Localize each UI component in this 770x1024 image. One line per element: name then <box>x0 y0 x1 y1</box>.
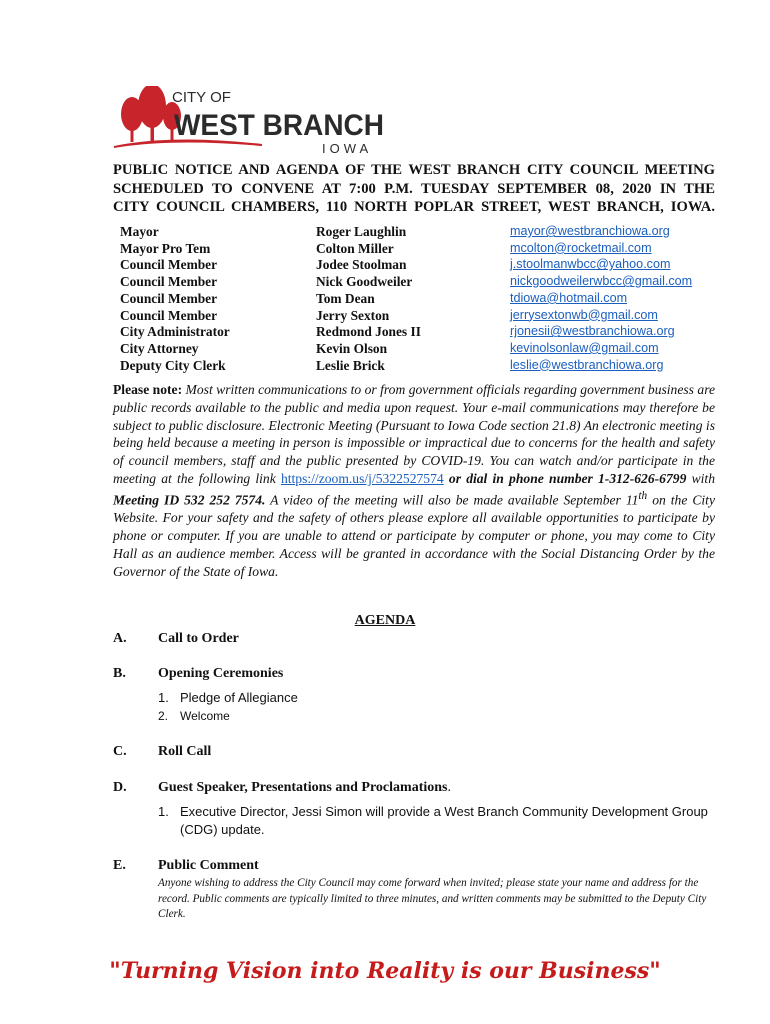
agenda-item <box>158 803 718 843</box>
section-title: Opening Ceremonies <box>158 666 284 681</box>
section-title-wrap <box>158 780 451 796</box>
public-comment-note: Anyone wishing to address the City Council may come forward when invited; please state your name and address for the record. Public comments are typically limited to three minutes, and written comments may be submitted to the Deputy City Clerk. <box>158 877 707 920</box>
council-email-link[interactable]: leslie@westbranchiowa.org <box>510 357 664 372</box>
section-title: Guest Speaker, Presentations and Proclamations <box>158 780 448 795</box>
council-name: Redmond Jones II <box>316 324 421 340</box>
note-superscript: th <box>638 489 648 502</box>
council-role: Mayor <box>120 224 159 239</box>
council-row <box>120 324 720 341</box>
council-row <box>120 241 720 258</box>
title-line: CITY COUNCIL CHAMBERS, 110 NORTH POPLAR STREET, WEST BRANCH, IOWA. <box>113 199 715 215</box>
council-name: Tom Dean <box>316 290 375 306</box>
section-title-suffix: . <box>447 780 451 795</box>
item-text: Executive Director, Jessi Simon will provide a West Branch Community Development Group (CDG) update. <box>180 804 708 837</box>
section-title: Call to Order <box>158 631 239 646</box>
council-role: Deputy City Clerk <box>120 357 226 373</box>
item-text: Pledge of Allegiance <box>180 690 298 705</box>
council-role: Council Member <box>120 290 218 306</box>
item-text: Welcome <box>180 709 230 723</box>
title-line: SCHEDULED TO CONVENE AT 7:00 P.M. TUESDAY SEPTEMBER 08, 2020 IN THE <box>113 180 715 197</box>
section-letter: C. <box>113 744 127 759</box>
agenda-item <box>158 707 718 727</box>
council-role: Mayor Pro Tem <box>120 240 211 256</box>
council-name: Jodee Stoolman <box>316 257 407 273</box>
notice-title <box>113 161 715 217</box>
council-row <box>120 308 720 325</box>
council-email-link[interactable]: tdiowa@hotmail.com <box>510 290 628 305</box>
note-label: Please note: <box>113 382 183 397</box>
council-name: Nick Goodweiler <box>316 274 413 290</box>
council-name: Kevin Olson <box>316 340 388 356</box>
council-role: City Attorney <box>120 340 199 356</box>
logo-city-of: CITY OF <box>172 89 231 106</box>
council-email-link[interactable]: nickgoodweilerwbcc@gmail.com <box>510 274 693 289</box>
council-email-link[interactable]: mcolton@rocketmail.com <box>510 240 652 255</box>
item-number: 1. <box>158 804 169 819</box>
note-text: with <box>686 470 715 486</box>
council-email-link[interactable]: jerrysextonwb@gmail.com <box>510 307 658 322</box>
council-email-link[interactable]: mayor@westbranchiowa.org <box>510 224 670 238</box>
council-email-link[interactable]: kevinolsonlaw@gmail.com <box>510 340 659 355</box>
logo-state: IOWA <box>322 141 373 156</box>
section-title: Roll Call <box>158 744 212 759</box>
council-row <box>120 274 720 291</box>
council-role: Council Member <box>120 307 218 323</box>
section-letter: B. <box>113 666 126 681</box>
council-name: Jerry Sexton <box>316 307 390 323</box>
council-role: City Administrator <box>120 324 230 340</box>
council-role: Council Member <box>120 274 218 290</box>
logo-name: WEST BRANCH <box>174 109 384 142</box>
dial-in-number: dial in phone number 1-312-626-6799 <box>466 470 687 486</box>
agenda-item <box>158 689 718 709</box>
section-letter: D. <box>113 780 127 795</box>
council-row <box>120 358 720 375</box>
council-roster <box>120 224 720 374</box>
title-line: PUBLIC NOTICE AND AGENDA OF THE WEST BRANCH CITY COUNCIL MEETING <box>113 162 715 178</box>
item-number: 2. <box>158 709 169 723</box>
council-name: Leslie Brick <box>316 357 385 373</box>
footer-slogan: "Turning Vision into Reality is our Business" <box>109 958 661 984</box>
council-email-link[interactable]: j.stoolmanwbcc@yahoo.com <box>510 257 671 272</box>
section-letter: A. <box>113 631 127 646</box>
meeting-id: Meeting ID 532 252 7574. <box>113 492 266 508</box>
council-row <box>120 291 720 308</box>
note-text: Most written communications to or from government officials regarding government business are public records available to the public and media upon request. Your e-mail communications may therefore be subject to public disclosure. Electronic Meeting (Pursuant to Iowa Code section 21.8) An electronic meeting is being held because a meeting in person is impossible or impractical due to concerns for the health and safety of council members, staff and the public presented by COVID-19. You can watch and/or participate in the meeting at the following link <box>113 382 716 486</box>
note-text: or <box>443 470 467 486</box>
note-text: on the City Website. For your safety and the safety of others please explore all available opportunities to participate by phone or computer. If you are unable to attend or participate by computer or phone, you may come to City Hall as an audience member. Access will be granted in accordance with the Social Distancing Order by the Governor of the State of Iowa. <box>113 492 715 579</box>
council-role: Council Member <box>120 257 218 273</box>
council-name: Colton Miller <box>316 240 394 256</box>
item-number: 1. <box>158 690 169 705</box>
council-row <box>120 224 720 241</box>
council-row <box>120 341 720 358</box>
public-records-note <box>113 381 715 580</box>
note-text: A video of the meeting will also be made available September 11 <box>265 492 639 508</box>
section-letter: E. <box>113 858 126 873</box>
council-email-link[interactable]: rjonesii@westbranchiowa.org <box>510 324 675 339</box>
agenda-heading: AGENDA <box>354 613 416 628</box>
council-name: Roger Laughlin <box>316 224 407 239</box>
zoom-link[interactable]: https://zoom.us/j/5322527574 <box>280 470 444 486</box>
section-title: Public Comment <box>158 858 259 873</box>
council-row <box>120 257 720 274</box>
city-logo <box>112 86 392 156</box>
